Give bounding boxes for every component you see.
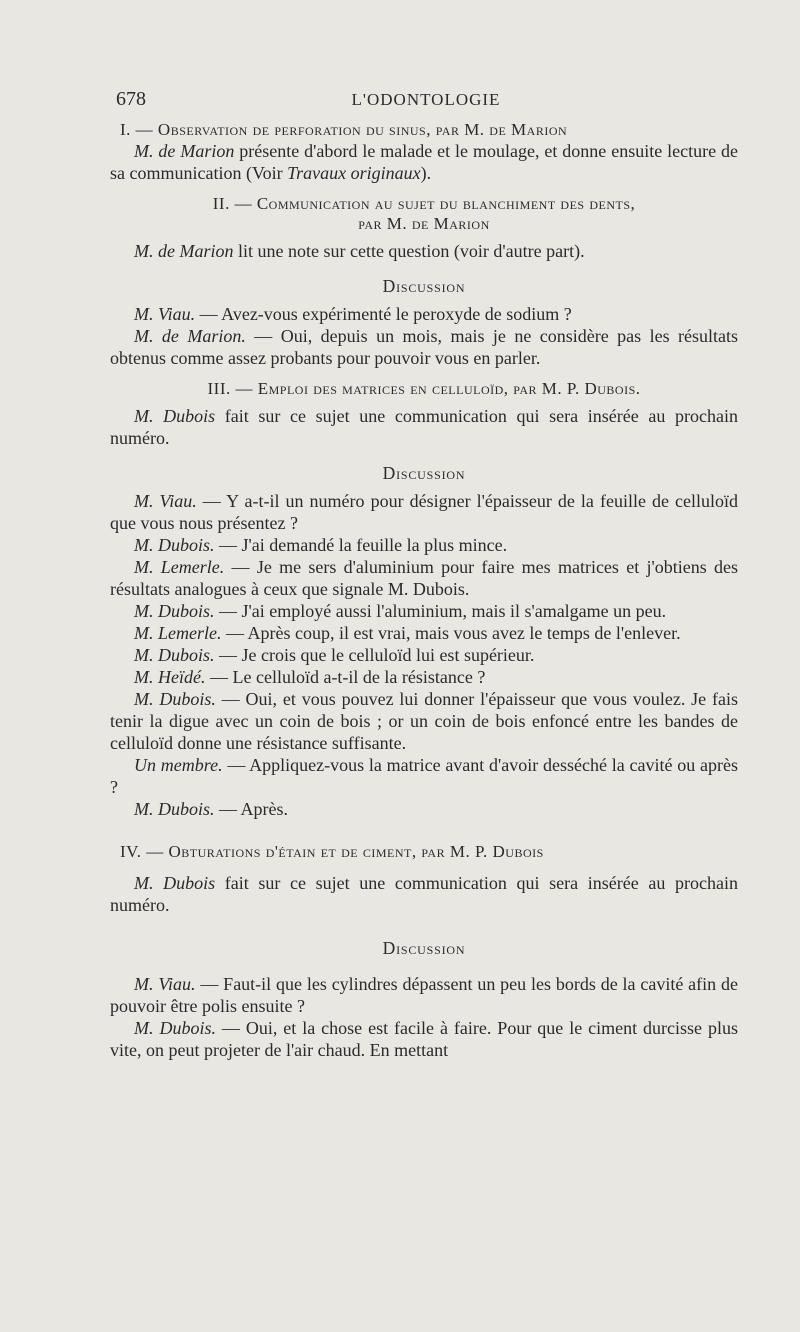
section-paragraph-2: M. de Marion lit une note sur cette question (voir d'autre part). [134, 241, 585, 261]
dialogue-line: M. de Marion. — Oui, depuis un mois, mais je ne considère pas les résultats obtenus comme assez probants pour pouvoir vous en parler. [110, 326, 739, 368]
speaker: M. Heïdé. [134, 667, 206, 687]
discussion-lines [110, 973, 738, 1061]
section-paragraph-1: M. de Marion présente d'abord le malade et le moulage, et donne ensuite lecture de sa communication (Voir Travaux originaux). [110, 141, 738, 183]
section-title-2-line1: II. — Communication au sujet du blanchiment des dents, [212, 194, 636, 213]
discussion-lines [110, 490, 738, 820]
speaker: M. Dubois. [134, 645, 215, 665]
speaker: M. Lemerle. [134, 623, 222, 643]
dialogue-line: M. Dubois. — Après. [134, 799, 288, 819]
speaker: M. Dubois [134, 406, 216, 426]
speaker: M. de Marion [134, 141, 235, 161]
dialogue-line: Un membre. — Appliquez-vous la matrice avant d'avoir desséché la cavité ou après ? [110, 755, 738, 797]
speaker: M. Dubois. [134, 1018, 216, 1038]
dialogue-line: M. Heïdé. — Le celluloïd a-t-il de la résistance ? [134, 667, 486, 687]
running-header [116, 88, 736, 114]
dialogue-line: M. Dubois. — J'ai employé aussi l'aluminium, mais il s'amalgame un peu. [134, 601, 667, 621]
dialogue-line: M. Dubois. — J'ai demandé la feuille la plus mince. [134, 535, 508, 555]
speaker: M. de Marion [134, 241, 234, 261]
speaker: M. Dubois. [134, 689, 216, 709]
speaker: M. Dubois. [134, 799, 215, 819]
running-title: L'ODONTOLOGIE [351, 90, 501, 109]
dialogue-line: M. Dubois. — Oui, et vous pouvez lui donner l'épaisseur que vous voulez. Je fais tenir la digue avec un coin de bois ; or un coin de bois enfoncé entre les bandes de celluloïd donne une résistance suffisante. [110, 689, 739, 753]
discussion-heading: Discussion [382, 463, 466, 483]
speaker: M. Dubois. [134, 535, 215, 555]
section-paragraph-3: M. Dubois fait sur ce sujet une communication qui sera insérée au prochain numéro. [110, 406, 738, 448]
dialogue-line: M. Lemerle. — Je me sers d'aluminium pour faire mes matrices et j'obtiens des résultats analogues à ceux que signale M. Dubois. [110, 557, 738, 599]
dialogue-line: M. Lemerle. — Après coup, il est vrai, mais vous avez le temps de l'enlever. [134, 623, 681, 643]
speaker: M. de Marion. [134, 326, 246, 346]
speaker: M. Viau. [134, 304, 196, 324]
page-body [110, 120, 738, 1061]
dialogue-line: M. Dubois. — Je crois que le celluloïd lui est supérieur. [134, 645, 535, 665]
speaker: Un membre. [134, 755, 223, 775]
reference-link: Travaux originaux [287, 163, 421, 183]
speaker: M. Dubois [134, 873, 216, 893]
dialogue-line: M. Viau. — Avez-vous expérimenté le peroxyde de sodium ? [134, 304, 572, 324]
speaker: M. Viau. [134, 974, 196, 994]
speaker: M. Dubois. [134, 601, 215, 621]
section-title-3: III. — Emploi des matrices en celluloïd, par M. P. Dubois. [207, 379, 641, 398]
discussion-heading: Discussion [382, 938, 466, 958]
speaker: M. Viau. [134, 491, 197, 511]
speaker: M. Lemerle. [134, 557, 225, 577]
dialogue-line: M. Viau. — Y a-t-il un numéro pour désigner l'épaisseur de la feuille de celluloïd que vous nous présentez ? [110, 491, 738, 533]
section-paragraph-4: M. Dubois fait sur ce sujet une communication qui sera insérée au prochain numéro. [110, 873, 738, 915]
dialogue-line: M. Dubois. — Oui, et la chose est facile à faire. Pour que le ciment durcisse plus vite, on peut projeter de l'air chaud. En mettant [110, 1018, 738, 1060]
page-number: 678 [116, 88, 146, 110]
section-title-1: I. — Observation de perforation du sinus, par M. de Marion [120, 120, 568, 139]
discussion-heading: Discussion [382, 276, 466, 296]
dialogue-line: M. Viau. — Faut-il que les cylindres dépassent un peu les bords de la cavité afin de pouvoir être polis ensuite ? [110, 974, 738, 1016]
section-title-4: IV. — Obturations d'étain et de ciment, par M. P. Dubois [120, 842, 544, 861]
section-title-2-line2: par M. de Marion [358, 214, 490, 233]
